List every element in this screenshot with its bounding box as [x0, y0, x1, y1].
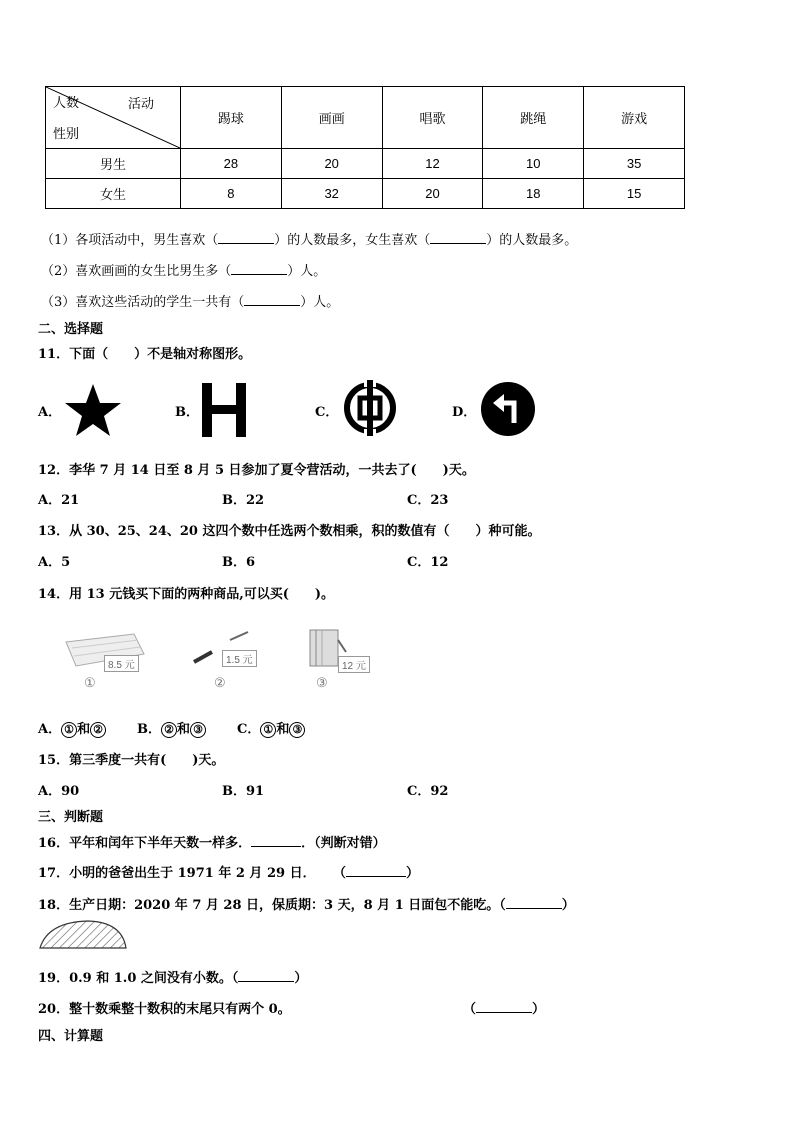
option-a[interactable]: A．90	[38, 784, 80, 799]
answer-blank[interactable]	[218, 231, 274, 244]
text: ．（判断对错）	[301, 836, 386, 851]
answer-blank[interactable]	[251, 834, 301, 847]
table-cell: 20	[281, 149, 382, 179]
column-header: 踢球	[181, 87, 282, 149]
text: ）	[294, 971, 308, 986]
table-corner-cell	[46, 87, 181, 149]
item-number: ①	[84, 676, 96, 691]
sub-question-2	[41, 260, 326, 279]
item-number: ①	[61, 722, 77, 738]
option-a[interactable]: A．5	[38, 555, 71, 570]
question-18	[38, 894, 575, 913]
star-icon	[62, 382, 124, 438]
option-b[interactable]: B．91	[222, 784, 265, 799]
section-heading: 三、判断题	[38, 810, 104, 825]
corner-label-activity: 活动	[127, 96, 154, 111]
text: 16．平年和闰年下半年天数一样多．	[38, 836, 252, 851]
question-16	[38, 832, 386, 851]
option-b[interactable]: B．22	[222, 493, 265, 508]
question-13: 13．从 30、25、24、20 这四个数中任选两个数相乘，积的数值有（ ）种可能。	[38, 524, 541, 539]
item-number: ②	[90, 722, 106, 738]
text: ）	[561, 898, 575, 913]
section-heading: 二、选择题	[38, 322, 104, 337]
answer-blank[interactable]	[506, 896, 562, 909]
text: （2）喜欢画画的女生比男生多（	[41, 264, 232, 279]
table-header-row	[46, 87, 685, 149]
question-11: 11．下面（ ）不是轴对称图形。	[38, 347, 252, 362]
survey-table	[45, 86, 685, 209]
option-c[interactable]: C．92	[407, 784, 449, 799]
option-b[interactable]: B．6	[222, 555, 256, 570]
item-number: ③	[289, 722, 305, 738]
text: （	[463, 1002, 477, 1017]
bank-logo-icon	[342, 380, 398, 436]
price-tag: 1.5 元	[222, 650, 257, 667]
bread-icon	[38, 918, 128, 954]
answer-blank[interactable]	[238, 969, 294, 982]
answer-blank[interactable]	[430, 231, 486, 244]
item-number: ①	[260, 722, 276, 738]
text: （	[333, 866, 347, 881]
item-number: ②	[214, 676, 226, 691]
text: ）	[532, 1002, 546, 1017]
column-header: 游戏	[584, 87, 685, 149]
question-14: 14．用 13 元钱买下面的两种商品,可以买( )。	[38, 587, 335, 602]
option-a[interactable]: A．21	[38, 493, 80, 508]
option-c[interactable]: C．23	[407, 493, 449, 508]
text: ）的人数最多。	[486, 233, 578, 248]
text: 和	[177, 722, 191, 737]
section-heading: 四、计算题	[38, 1029, 104, 1044]
text: 和	[276, 722, 290, 737]
table-cell: 18	[483, 179, 584, 209]
option-letter: C．	[237, 722, 261, 737]
text: 20．整十数乘整十数积的末尾只有两个 0。	[38, 1002, 291, 1017]
text: ）	[406, 866, 420, 881]
table-cell: 20	[382, 179, 483, 209]
item-number: ③	[316, 676, 328, 691]
table-cell: 35	[584, 149, 685, 179]
option-label[interactable]: C．	[315, 405, 339, 420]
question-19	[38, 967, 307, 986]
text: ）人。	[300, 295, 340, 310]
table-row	[46, 149, 685, 179]
table-cell: 15	[584, 179, 685, 209]
text: ）人。	[287, 264, 327, 279]
answer-blank[interactable]	[244, 293, 300, 306]
question-15: 15．第三季度一共有( )天。	[38, 753, 225, 768]
table-cell: 8	[181, 179, 282, 209]
table-cell: 12	[382, 149, 483, 179]
column-header: 画画	[281, 87, 382, 149]
option-label[interactable]: B．	[175, 405, 199, 420]
price-tag: 12 元	[338, 656, 370, 673]
option-c[interactable]: C．12	[407, 555, 449, 570]
option-letter: A．	[38, 722, 62, 737]
option-b[interactable]	[137, 718, 206, 738]
sub-question-1	[41, 229, 577, 248]
column-header: 唱歌	[382, 87, 483, 149]
question-17	[38, 862, 316, 881]
option-a[interactable]	[38, 718, 106, 738]
item-number: ③	[190, 722, 206, 738]
corner-label-count: 人数	[53, 95, 80, 110]
option-letter: B．	[137, 722, 161, 737]
table-cell: 32	[281, 179, 382, 209]
text: 和	[77, 722, 91, 737]
text: （1）各项活动中，男生喜欢（	[41, 233, 219, 248]
question-20	[38, 998, 291, 1017]
answer-blank[interactable]	[346, 864, 406, 877]
option-c[interactable]	[237, 718, 305, 738]
answer-blank[interactable]	[231, 262, 287, 275]
item-number: ②	[161, 722, 177, 738]
text: 18．生产日期：2020 年 7 月 28 日，保质期：3 天，8 月 1 日面包不能吃。（	[38, 898, 506, 913]
row-label: 男生	[46, 149, 181, 179]
price-tag: 8.5 元	[104, 655, 139, 672]
text: ）的人数最多，女生喜欢（	[274, 233, 431, 248]
text: （3）喜欢这些活动的学生一共有（	[41, 295, 245, 310]
option-label[interactable]: A．	[38, 405, 62, 420]
row-label: 女生	[46, 179, 181, 209]
option-label[interactable]: D．	[452, 405, 477, 420]
answer-blank[interactable]	[476, 1000, 532, 1013]
corner-label-gender: 性别	[53, 126, 80, 141]
text: 19．0.9 和 1.0 之间没有小数。（	[38, 971, 239, 986]
letter-h-icon	[202, 383, 246, 437]
table-row	[46, 179, 685, 209]
table-cell: 10	[483, 149, 584, 179]
text: 17．小明的爸爸出生于 1971 年 2 月 29 日．	[38, 866, 316, 881]
answer-bracket	[463, 998, 545, 1017]
question-12: 12．李华 7 月 14 日至 8 月 5 日参加了夏令营活动，一共去了( )天。	[38, 463, 475, 478]
table-cell: 28	[181, 149, 282, 179]
turn-left-arrow-icon	[480, 381, 536, 437]
column-header: 跳绳	[483, 87, 584, 149]
sub-question-3	[41, 291, 339, 310]
answer-bracket	[333, 862, 419, 881]
